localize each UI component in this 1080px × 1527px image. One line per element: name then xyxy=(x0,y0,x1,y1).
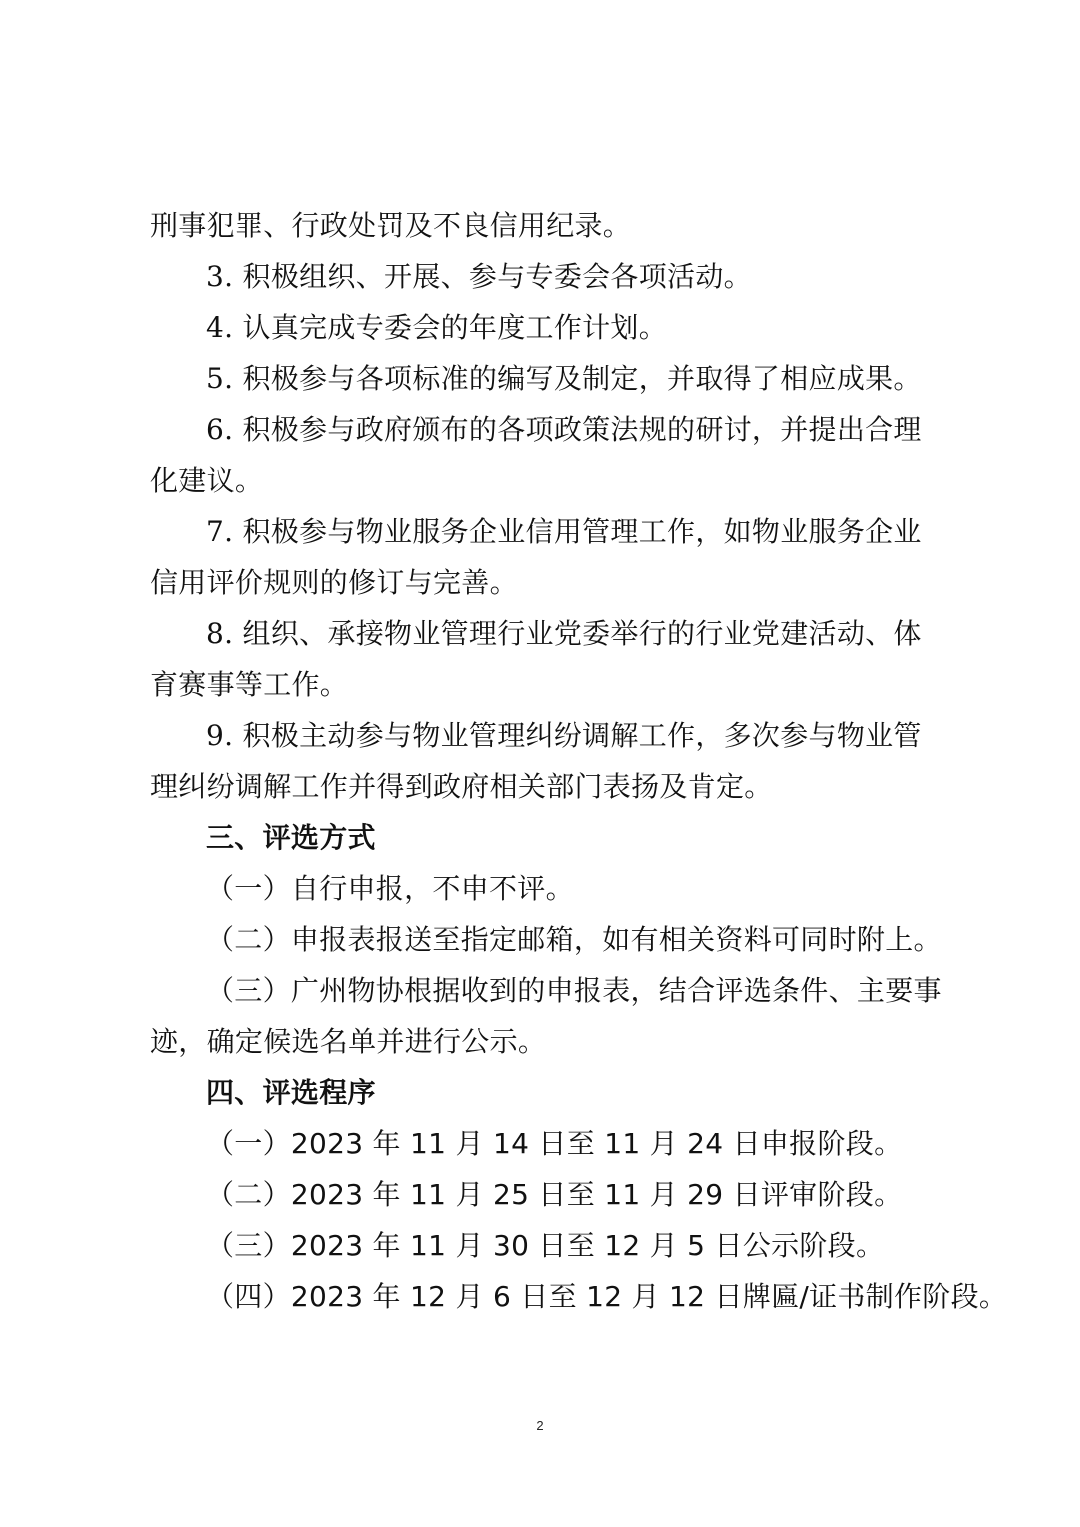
paragraph-line: 化建议。 xyxy=(150,464,264,497)
schedule-line: （四）2023 年 12 月 6 日至 12 月 12 日牌匾/证书制作阶段。 xyxy=(206,1280,1008,1313)
paragraph-line: （一）自行申报，不申不评。 xyxy=(206,872,574,905)
paragraph-line: 8. 组织、承接物业管理行业党委举行的行业党建活动、体 xyxy=(206,617,922,650)
paragraph-line: 5. 积极参与各项标准的编写及制定，并取得了相应成果。 xyxy=(206,362,922,395)
paragraph-line: 6. 积极参与政府颁布的各项政策法规的研讨，并提出合理 xyxy=(206,413,922,446)
paragraph-line: 信用评价规则的修订与完善。 xyxy=(150,566,518,599)
section-heading: 四、评选程序 xyxy=(206,1076,376,1109)
section-heading: 三、评选方式 xyxy=(206,821,376,854)
paragraph-line: 迹，确定候选名单并进行公示。 xyxy=(150,1025,547,1058)
paragraph-line: 理纠纷调解工作并得到政府相关部门表扬及肯定。 xyxy=(150,770,773,803)
paragraph-line: 育赛事等工作。 xyxy=(150,668,349,701)
schedule-line: （一）2023 年 11 月 14 日至 11 月 24 日申报阶段。 xyxy=(206,1127,903,1160)
paragraph-line: 7. 积极参与物业服务企业信用管理工作，如物业服务企业 xyxy=(206,515,922,548)
page-number: 2 xyxy=(536,1418,544,1433)
schedule-line: （三）2023 年 11 月 30 日至 12 月 5 日公示阶段。 xyxy=(206,1229,885,1262)
paragraph-line: 刑事犯罪、行政处罚及不良信用纪录。 xyxy=(150,209,632,242)
paragraph-line: （二）申报表报送至指定邮箱，如有相关资料可同时附上。 xyxy=(206,923,942,956)
paragraph-line: （三）广州物协根据收到的申报表，结合评选条件、主要事 xyxy=(206,974,942,1007)
paragraph-line: 9. 积极主动参与物业管理纠纷调解工作，多次参与物业管 xyxy=(206,719,922,752)
paragraph-line: 3. 积极组织、开展、参与专委会各项活动。 xyxy=(206,260,752,293)
paragraph-line: 4. 认真完成专委会的年度工作计划。 xyxy=(206,311,668,344)
schedule-line: （二）2023 年 11 月 25 日至 11 月 29 日评审阶段。 xyxy=(206,1178,903,1211)
